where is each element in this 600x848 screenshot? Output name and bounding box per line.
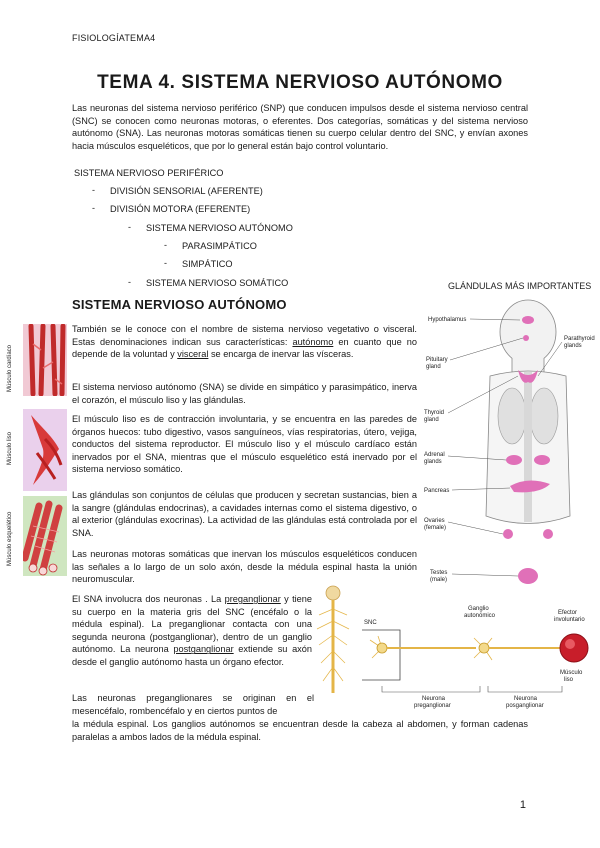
label-pre-2: preganglionar	[414, 703, 451, 709]
label-parathyroid-2: glands	[564, 343, 582, 349]
paragraph-7a: Las neuronas preganglionares se originan en el mesencéfalo, rombencéfalo y en ciertos puntos de	[72, 693, 314, 716]
term-autonomo: autónomo	[292, 336, 334, 347]
cardiac-muscle-image	[23, 324, 67, 396]
label-musculo: Músculo	[560, 670, 583, 676]
outline-dash: -	[128, 277, 131, 287]
label-efector: Efector	[558, 610, 578, 616]
spinal-cord-illustration	[313, 585, 353, 697]
smooth-muscle-label: Músculo liso	[7, 431, 13, 465]
label-ganglio: Ganglio	[468, 606, 489, 612]
outline-dash: -	[92, 185, 95, 195]
label-pituitary-2: gland	[426, 364, 441, 370]
adrenal-gland-left	[506, 455, 522, 465]
intro-paragraph: Las neuronas del sistema nervioso periférico (SNP) que conducen impulsos desde el sistema nervioso central (SNC) se conocen como neuronas motoras, o eferentes. Dos categorías, somáticas y del sistema nervioso autónomo (SNA). Las neuronas motoras somáticas tienen su cuerpo celular dentro del SNC, y envían axones hacia músculos esqueléticos, que por lo general están bajo control voluntario.	[72, 103, 528, 151]
paragraph-5: Las neuronas motoras somáticas que inervan los músculos esqueléticos conducen las señales a lo largo de un solo axón, desde la médula espinal hasta la unión neuromuscular.	[72, 549, 417, 585]
paragraph-2: El sistema nervioso autónomo (SNA) se divide en simpático y parasimpático, inerva el corazón, el músculo liso y las glándulas.	[72, 382, 417, 405]
smooth-muscle-effector	[560, 634, 588, 662]
postganglionar-bracket	[488, 686, 562, 692]
outline-motora: DIVISIÓN MOTORA (EFERENTE)	[110, 204, 251, 214]
label-ovaries-2: (female)	[424, 525, 447, 531]
paragraph-1	[72, 323, 417, 361]
paragraph-6-text-a: El SNA involucra dos neuronas . La	[72, 594, 225, 604]
label-post-2: posganglionar	[506, 703, 544, 709]
term-visceral: visceral	[177, 349, 209, 360]
outline-dash: -	[164, 240, 167, 250]
hypothalamus-gland	[522, 316, 534, 324]
paragraph-4: Las glándulas son conjuntos de células que producen y secretan sustancias, bien a la sangre (glándulas endocrinas), a cavidades internas como el sistema digestivo, o al exterior (glándulas exocrinas). La actividad de las glándulas está controlada por el SNA.	[72, 490, 417, 538]
section-heading: SISTEMA NERVIOSO AUTÓNOMO	[72, 297, 287, 312]
label-ganglio-2: autonómico	[464, 613, 496, 619]
outline-somatico: SISTEMA NERVIOSO SOMÁTICO	[146, 278, 289, 288]
label-adrenal-2: glands	[424, 459, 442, 465]
paragraph-1-text-c: se encarga de inervar las vísceras.	[208, 349, 354, 360]
page-number: 1	[519, 799, 526, 811]
label-musculo-2: liso	[564, 677, 574, 683]
running-header: FISIOLOGÍATEMA4	[72, 33, 156, 43]
paragraph-6-text-b: y tiene su cuerpo en la materia gris del SNC (encéfalo o la médula espinal). La preganglionar contacta con una segunda neurona (postganglionar), dentro de un ganglio autónomo. La neurona	[72, 594, 312, 655]
skeletal-muscle-label: Músculo esquelético	[7, 511, 13, 566]
label-parathyroid: Parathyroid	[564, 336, 595, 342]
outline-simpatico: SIMPÁTICO	[182, 259, 233, 269]
page-title: TEMA 4. SISTEMA NERVIOSO AUTÓNOMO	[97, 72, 503, 93]
outline-dash: -	[92, 203, 95, 213]
outline-dash: -	[164, 258, 167, 268]
outline-parasimpatico: PARASIMPÁTICO	[182, 241, 257, 251]
cardiac-muscle-label: Músculo cardíaco	[7, 344, 13, 392]
snc-boundary	[362, 630, 400, 680]
autonomic-neuron-diagram	[360, 600, 592, 710]
left-lung	[498, 388, 526, 444]
label-thyroid-2: gland	[424, 417, 439, 423]
label-testes-2: (male)	[430, 577, 448, 583]
term-postganglionar: postganglionar	[173, 644, 234, 655]
head-outline	[500, 300, 556, 364]
spine	[524, 372, 532, 522]
postganglionic-soma	[479, 643, 489, 653]
glands-figure	[420, 276, 600, 588]
label-post: Neurona	[514, 696, 538, 702]
testes	[518, 568, 538, 584]
label-testes: Testes	[430, 570, 448, 576]
right-lung	[530, 388, 558, 444]
paragraph-6-text-c: extiende su axón desde el ganglio autónomo hasta un órgano efector.	[72, 644, 312, 667]
label-pituitary: Pituitary	[426, 357, 448, 363]
ovary-right	[543, 529, 553, 539]
preganglionar-bracket	[382, 686, 480, 692]
label-efector-2: involuntario	[554, 617, 585, 623]
outline-root: SISTEMA NERVIOSO PERIFÉRICO	[74, 168, 224, 178]
label-snc: SNC	[364, 620, 377, 626]
label-pre: Neurona	[422, 696, 446, 702]
pituitary-gland	[523, 335, 529, 341]
outline-sensorial: DIVISIÓN SENSORIAL (AFERENTE)	[110, 186, 263, 196]
label-ovaries: Ovaries	[424, 518, 445, 524]
label-pancreas: Pancreas	[424, 488, 450, 494]
glands-title: GLÁNDULAS MÁS IMPORTANTES	[448, 281, 592, 291]
paragraph-1-text-a: También se le conoce con el nombre de sistema nervioso vegetativo o visceral. Estas denominaciones indican sus características:	[72, 324, 417, 347]
paragraph-3: El músculo liso es de contracción involuntaria, y se encuentra en las paredes de órganos huecos: tubo digestivo, vasos sanguíneos, vías respiratorias, útero, vejiga, conductos del sistema reproductor. El músculo liso y el músculo cardíaco están inervados por el SNA, mientras que el músculo esquelético está inervado por el sistema nervioso somático.	[72, 414, 417, 475]
term-preganglionar: preganglionar	[224, 594, 281, 604]
skeletal-muscle-image	[23, 496, 67, 576]
paragraph-1-text-b: en cuanto que no depende de la voluntad y	[72, 336, 417, 360]
outline-dash: -	[128, 222, 131, 232]
neck-outline	[512, 358, 544, 372]
paragraph-6	[72, 593, 312, 669]
label-adrenal: Adrenal	[424, 452, 445, 458]
label-hypothalamus: Hypothalamus	[428, 317, 467, 323]
paragraph-7b: la médula espinal. Los ganglios autónomos se encuentran desde la cabeza al abdomen, y forman cadenas paralelas a ambos lados de la médula espinal.	[72, 719, 528, 742]
adrenal-gland-right	[534, 455, 550, 465]
preganglionic-soma	[377, 643, 387, 653]
label-thyroid: Thyroid	[424, 410, 445, 416]
ovary-left	[503, 529, 513, 539]
outline-autonomo: SISTEMA NERVIOSO AUTÓNOMO	[146, 223, 293, 233]
smooth-muscle-image	[23, 409, 67, 491]
